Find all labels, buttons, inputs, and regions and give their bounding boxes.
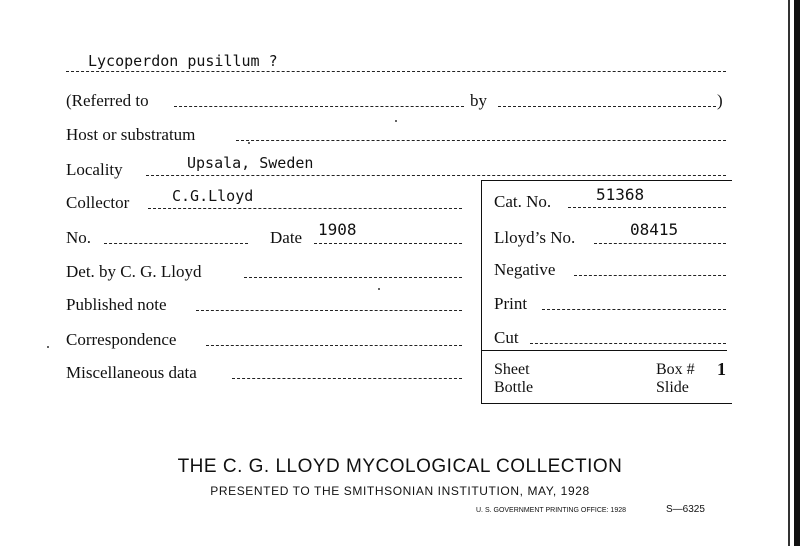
det-by-line	[244, 277, 462, 278]
cat-no-value: 51368	[596, 185, 645, 204]
sheet-label: Sheet	[494, 361, 530, 378]
collector-line	[148, 208, 462, 209]
cut-line	[530, 343, 726, 344]
lloyds-no-label: Lloyd’s No.	[494, 228, 576, 247]
speck	[248, 142, 250, 144]
speck	[47, 346, 49, 348]
collector-value: C.G.Lloyd	[172, 187, 254, 205]
species-line	[66, 71, 726, 72]
miscellaneous-label: Miscellaneous data	[66, 363, 197, 382]
date-label: Date	[270, 228, 303, 247]
miscellaneous-line	[232, 378, 462, 379]
catalog-box-divider	[481, 350, 727, 351]
species-name: Lycoperdon pusillum ?	[88, 52, 278, 70]
speck	[378, 288, 380, 290]
by-label: by	[470, 91, 487, 110]
lloyds-no-value: 08415	[630, 220, 679, 239]
host-label: Host or substratum	[66, 125, 196, 144]
speck	[395, 120, 397, 122]
correspondence-label: Correspondence	[66, 330, 177, 349]
slide-label: Slide	[656, 379, 689, 396]
printer-credit: U. S. GOVERNMENT PRINTING OFFICE: 1928	[476, 507, 627, 514]
locality-value: Upsala, Sweden	[187, 154, 314, 172]
cat-no-label: Cat. No.	[494, 192, 552, 211]
box-number-value: 1	[717, 359, 726, 379]
collector-label: Collector	[66, 193, 130, 212]
locality-line	[146, 175, 726, 176]
print-line	[542, 309, 726, 310]
bottle-label: Bottle	[494, 379, 534, 396]
no-line	[104, 243, 248, 244]
lloyds-no-line	[594, 243, 726, 244]
published-note-line	[196, 310, 462, 311]
date-line	[314, 243, 462, 244]
collection-title: THE C. G. LLOYD MYCOLOGICAL COLLECTION	[177, 456, 623, 477]
locality-label: Locality	[66, 160, 123, 179]
cat-no-line	[568, 207, 726, 208]
referred-close: )	[717, 91, 723, 110]
box-number-label: Box #	[656, 361, 695, 378]
referred-to-line	[174, 106, 464, 107]
correspondence-line	[206, 345, 462, 346]
no-label: No.	[66, 228, 92, 247]
host-line	[236, 140, 726, 141]
collection-subtitle: PRESENTED TO THE SMITHSONIAN INSTITUTION, MAY, 1928	[210, 484, 590, 498]
cut-label: Cut	[494, 328, 519, 347]
referred-to-label: (Referred to	[66, 91, 149, 110]
published-note-label: Published note	[66, 295, 167, 314]
date-value: 1908	[318, 220, 357, 239]
by-line	[498, 106, 716, 107]
negative-line	[574, 275, 726, 276]
print-label: Print	[494, 294, 528, 313]
det-by-label: Det. by C. G. Lloyd	[66, 262, 202, 281]
negative-label: Negative	[494, 260, 556, 279]
form-number: S—6325	[666, 504, 705, 515]
